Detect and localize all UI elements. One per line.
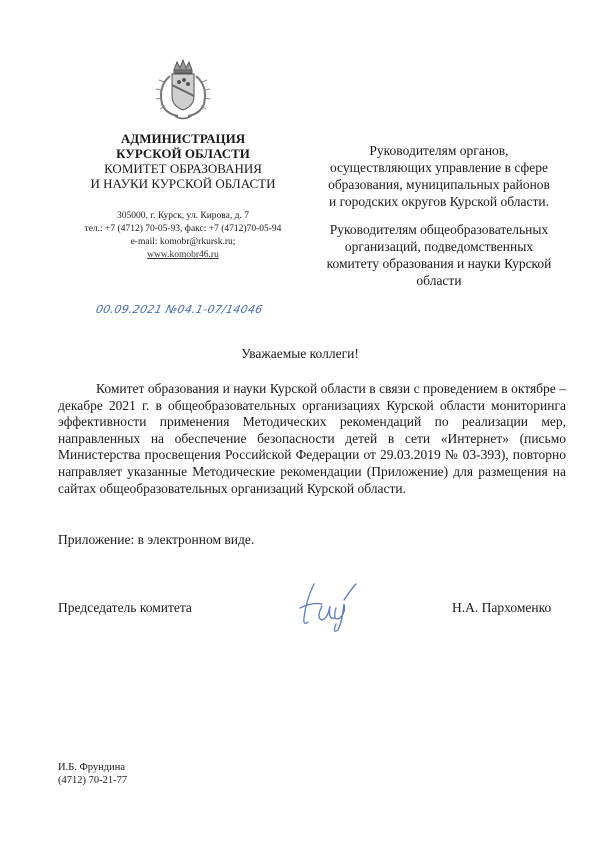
recipient-group-1 [308, 142, 570, 210]
executor-phone: (4712) 70-21-77 [58, 775, 128, 786]
sender-website-link[interactable]: www.komobr46.ru [147, 250, 219, 260]
sender-organization [70, 131, 296, 191]
attachment-note: Приложение: в электронном виде. [58, 532, 255, 547]
org-department-line: И НАУКИ КУРСКОЙ ОБЛАСТИ [90, 176, 276, 191]
sender-phones: тел.: +7 (4712) 70-05-93, факс: +7 (4712)70-05-94 [84, 224, 282, 234]
recipient-group-2 [308, 221, 570, 289]
registration-reference: 00.09.2021 №04.1-07/14046 [94, 303, 264, 316]
recipient-line: образования, муниципальных районов [328, 177, 550, 192]
coat-of-arms-icon [148, 58, 218, 124]
sender-email: e-mail: komobr@rkursk.ru; [130, 237, 236, 247]
recipient-line: и городских округов Курской области. [329, 194, 549, 209]
executor-name: И.Б. Фрундина [58, 762, 126, 773]
signer-title: Председатель комитета [58, 600, 192, 615]
recipient-line: Руководителям общеобразовательных [329, 222, 549, 237]
salutation: Уважаемые коллеги! [241, 346, 359, 361]
signer-name: Н.А. Пархоменко [452, 600, 552, 615]
recipient-line: комитету образования и науки Курской [326, 256, 552, 271]
executor-info [58, 761, 127, 787]
recipient-line: осуществляющих управление в сфере [329, 160, 549, 175]
org-name-line: КУРСКОЙ ОБЛАСТИ [116, 146, 250, 161]
org-name-line: АДМИНИСТРАЦИЯ [120, 131, 246, 146]
org-department-line: КОМИТЕТ ОБРАЗОВАНИЯ [104, 161, 262, 176]
handwritten-signature-icon [292, 578, 372, 634]
recipient-line: организаций, подведомственных [344, 239, 534, 254]
recipient-line: области [416, 273, 462, 288]
letter-body: Комитет образования и науки Курской области в связи с проведением в октябре – декабре 2021 г. в общеобразовательных организациях Курской области мониторинга эффективности применения Методических рекомендаций по реализации мер, направленных на обеспечение безопасности детей в сети «Интернет» (письмо Министерства просвещения Российской Федерации от 29.03.2019 № 03-393), повторно направляет указанные Методические рекомендации (Приложение) для размещения на сайтах общеобразовательных организаций Курской области. [58, 381, 566, 496]
recipient-line: Руководителям органов, [369, 143, 509, 158]
sender-address: 305000, г. Курск, ул. Кирова, д. 7 [117, 211, 249, 221]
sender-contacts [70, 210, 296, 262]
